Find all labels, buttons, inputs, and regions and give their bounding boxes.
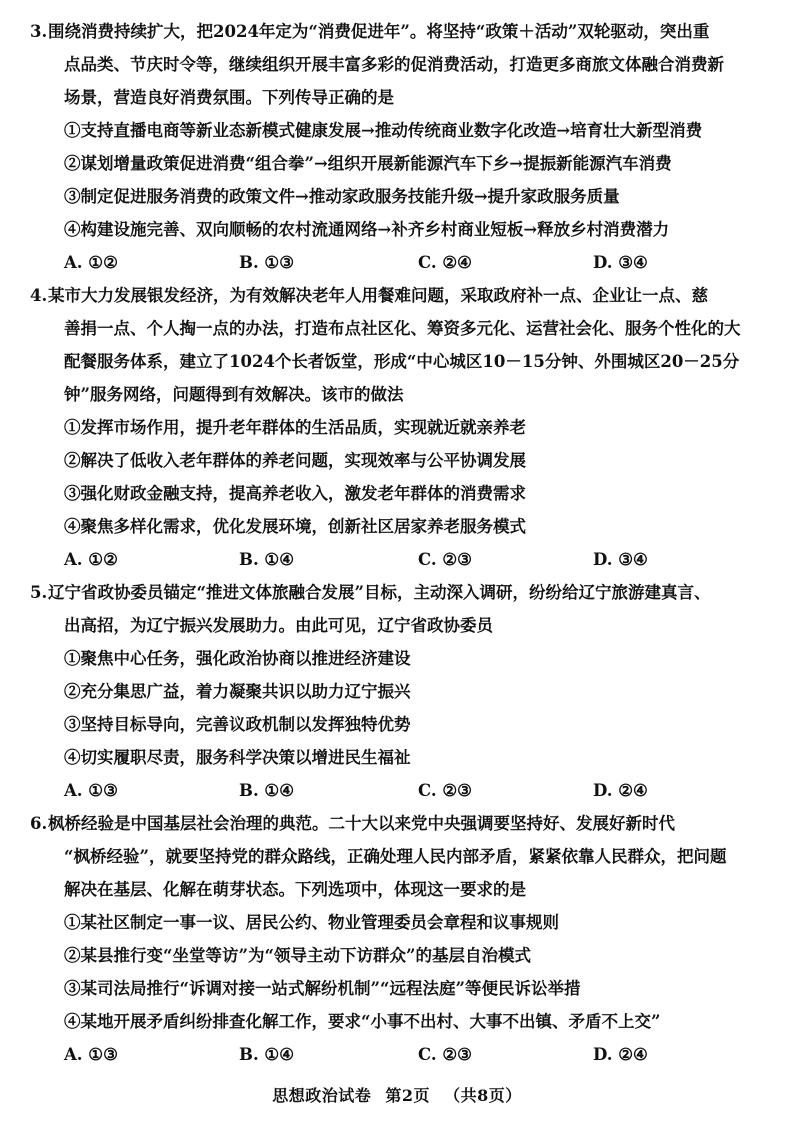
question-option: ④切实履职尽责，服务科学决策以增进民生福祉 — [64, 748, 411, 767]
choice-c: C. ②③ — [418, 1045, 472, 1064]
question-option: ①某社区制定一事一议、居民公约、物业管理委员会章程和议事规则 — [64, 913, 559, 932]
question-number: 5. — [30, 583, 48, 602]
question-option: ③某司法局推行“诉调对接一站式解纷机制”“远程法庭”等便民诉讼举措 — [64, 979, 581, 998]
choice-a: A. ①③ — [64, 1045, 118, 1064]
question-option: ①发挥市场作用，提升老年群体的生活品质，实现就近就亲养老 — [64, 418, 526, 437]
question-number: 6. — [30, 814, 48, 833]
choice-b: B. ①③ — [239, 253, 295, 272]
choice-d: D. ③④ — [593, 550, 648, 569]
choice-a: A. ①② — [64, 253, 118, 272]
question-option: ②某县推行变“坐堂等访”为“领导主动下访群众”的基层自治模式 — [64, 946, 531, 965]
question-stem-line: “枫桥经验”，就要坚持党的群众路线，正确处理人民内部矛盾，紧紧依靠人民群众，把问题 — [64, 847, 727, 866]
question-number: 3. — [30, 22, 48, 41]
question-option: ①支持直播电商等新业态新模式健康发展→推动传统商业数字化改造→培育壮大新型消费 — [64, 121, 703, 140]
choice-d: D. ③④ — [593, 253, 648, 272]
footer-page-number: 第2页 — [385, 1086, 430, 1105]
question-option: ④构建设施完善、双向顺畅的农村流通网络→补齐乡村商业短板→释放乡村消费潜力 — [64, 220, 670, 239]
question-option: ③强化财政金融支持，提高养老收入，激发老年群体的消费需求 — [64, 484, 526, 503]
choice-b: B. ①④ — [239, 550, 295, 569]
choice-d: D. ②④ — [593, 781, 648, 800]
choice-c: C. ②④ — [418, 253, 472, 272]
choice-c: C. ②③ — [418, 550, 472, 569]
choice-c: C. ②③ — [418, 781, 472, 800]
question-stem-line: 善捐一点、个人掏一点的办法，打造布点社区化、筹资多元化、运营社会化、服务个性化的大 — [64, 319, 741, 338]
page-footer — [0, 1083, 794, 1106]
question-stem-line: 枫桥经验是中国基层社会治理的典范。二十大以来党中央强调要坚持好、发展好新时代 — [48, 814, 675, 833]
question-option: ②充分集思广益，着力凝聚共识以助力辽宁振兴 — [64, 682, 411, 701]
choice-b: B. ①④ — [239, 1045, 295, 1064]
choice-d: D. ②④ — [593, 1045, 648, 1064]
question-option: ③坚持目标导向，完善议政机制以发挥独特优势 — [64, 715, 411, 734]
question-stem-line: 某市大力发展银发经济，为有效解决老年人用餐难问题，采取政府补一点、企业让一点、慈 — [48, 286, 708, 305]
question-stem-line: 配餐服务体系，建立了1024个长者饭堂，形成“中心城区10－15分钟、外围城区20－25分 — [64, 352, 740, 371]
question-stem-line: 场景，营造良好消费氛围。下列传导正确的是 — [64, 88, 394, 107]
question-stem-line: 解决在基层、化解在萌芽状态。下列选项中，体现这一要求的是 — [64, 880, 526, 899]
question-option: ①聚焦中心任务，强化政治协商以推进经济建设 — [64, 649, 411, 668]
choice-a: A. ①③ — [64, 781, 118, 800]
choice-a: A. ①② — [64, 550, 118, 569]
question-option: ②解决了低收入老年群体的养老问题，实现效率与公平协调发展 — [64, 451, 526, 470]
question-stem-line: 点品类、节庆时令等，继续组织开展丰富多彩的促消费活动，打造更多商旅文体融合消费新 — [64, 55, 724, 74]
question-option: ④聚焦多样化需求，优化发展环境，创新社区居家养老服务模式 — [64, 517, 526, 536]
question-stem-line: 辽宁省政协委员锚定“推进文体旅融合发展”目标，主动深入调研，纷纷给辽宁旅游建真言、 — [48, 583, 711, 602]
question-stem-line: 钟”服务网络，问题得到有效解决。该市的做法 — [64, 385, 404, 404]
footer-total-pages: （共8页） — [444, 1086, 522, 1105]
question-number: 4. — [30, 286, 48, 305]
question-stem-line: 围绕消费持续扩大，把2024年定为“消费促进年”。将坚持“政策＋活动”双轮驱动，突出重 — [48, 22, 710, 41]
choice-b: B. ①④ — [239, 781, 295, 800]
question-option: ②谋划增量政策促进消费“组合拳”→组织开展新能源汽车下乡→提振新能源汽车消费 — [64, 154, 672, 173]
question-option: ④某地开展矛盾纠纷排查化解工作，要求“小事不出村、大事不出镇、矛盾不上交” — [64, 1012, 661, 1031]
question-stem-line: 出高招，为辽宁振兴发展助力。由此可见，辽宁省政协委员 — [64, 616, 493, 635]
footer-subject: 思想政治试卷 — [272, 1086, 372, 1105]
question-option: ③制定促进服务消费的政策文件→推动家政服务技能升级→提升家政服务质量 — [64, 187, 620, 206]
